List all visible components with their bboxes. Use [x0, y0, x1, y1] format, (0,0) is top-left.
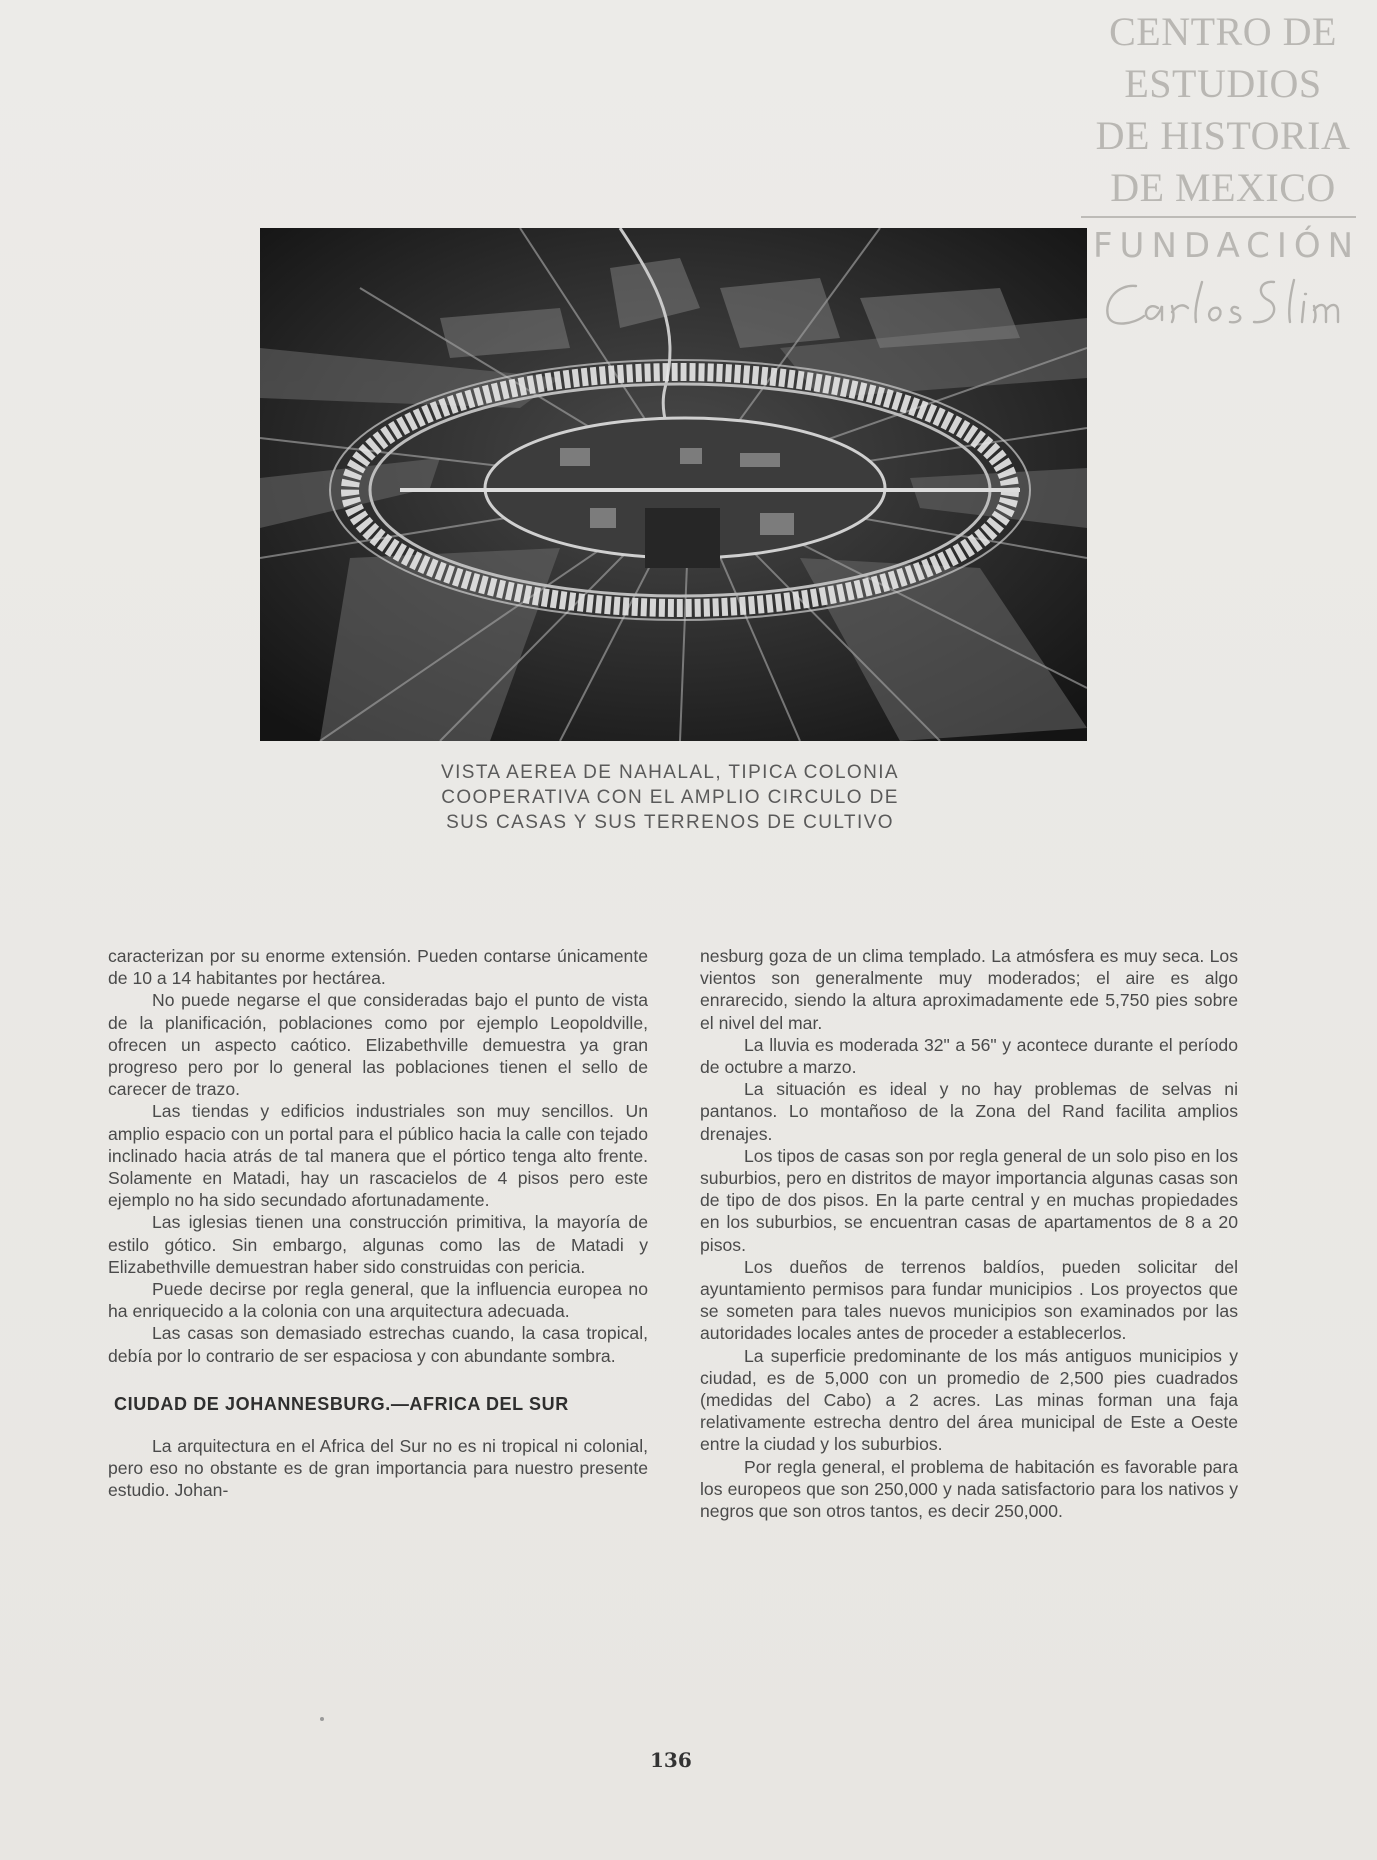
watermark-divider [1081, 216, 1356, 218]
watermark-line-2: ESTUDIOS [1124, 61, 1322, 106]
paragraph: Las tiendas y edificios industriales son muy sencillos. Un amplio espacio con un portal para el público hacia la calle con tejado inclinado hacia atrás de tal manera que el pórtico tenga alto frente. Solamente en Matadi, hay un rascacielos de 4 pisos pero este ejemplo no ha sido secundado afortunadamente. [108, 1101, 648, 1211]
watermark-fundacion: FUNDACIÓN [1093, 226, 1361, 266]
paragraph: La situación es ideal y no hay problemas de selvas ni pantanos. Lo montañoso de la Zona del Rand facilita amplios drenajes. [700, 1079, 1238, 1144]
aerial-photo-nahalal [260, 228, 1087, 741]
signature-logo [1093, 272, 1353, 337]
paragraph: No puede negarse el que consideradas bajo el punto de vista de la planificación, poblaciones como por ejemplo Leopoldville, ofrecen un aspecto caótico. Elizabethville demuestra ya gran progreso pero por lo general las poblaciones tienen el sello de carecer de trazo. [108, 990, 648, 1100]
paragraph: caracterizan por su enorme extensión. Pueden contarse únicamente de 10 a 14 habitantes por hectárea. [108, 946, 648, 989]
paragraph: Las casas son demasiado estrechas cuando, la casa tropical, debía por lo contrario de ser espaciosa y con abundante sombra. [108, 1323, 648, 1366]
page-number: 136 [650, 1748, 692, 1772]
caption-line-3: SUS CASAS Y SUS TERRENOS DE CULTIVO [446, 812, 894, 833]
watermark [1093, 6, 1361, 337]
caption-line-1: VISTA AEREA DE NAHALAL, TIPICA COLONIA [441, 762, 899, 783]
watermark-line-1: CENTRO DE [1109, 9, 1337, 54]
paragraph: Por regla general, el problema de habitación es favorable para los europeos que son 250,000 y nada satisfactorio para los nativos y negros que son otros tantos, es decir 250,000. [700, 1456, 1238, 1522]
print-speck [320, 1717, 324, 1721]
watermark-line-3: DE HISTORIA [1095, 113, 1351, 158]
watermark-line-4: DE MEXICO [1110, 165, 1336, 210]
paragraph: Puede decirse por regla general, que la influencia europea no ha enriquecido a la colonia con una arquitectura adecuada. [108, 1279, 648, 1322]
paragraph: La superficie predominante de los más antiguos municipios y ciudad, es de 5,000 con un promedio de 2,500 pies cuadrados (medidas del Cabo) a 2 acres. Las minas forman una faja relativamente estrecha dentro del área municipal de Este a Oeste entre la ciudad y los suburbios. [700, 1345, 1238, 1455]
section-heading: CIUDAD DE JOHANNESBURG.—AFRICA DEL SUR [114, 1393, 569, 1414]
right-column [700, 945, 1238, 1522]
photo-caption [330, 760, 1010, 835]
paragraph: nesburg goza de un clima templado. La atmósfera es muy seca. Los vientos son generalmente muy moderados; el aire es algo enrarecido, siendo la altura aproximadamente ede 5,750 pies sobre el nivel del mar. [700, 946, 1238, 1033]
paragraph: Las iglesias tienen una construcción primitiva, la mayoría de estilo gótico. Sin embargo, algunas como las de Matadi y Elizabethville demuestran haber sido construidas con pericia. [108, 1212, 648, 1277]
left-column [108, 945, 648, 1502]
paragraph: La lluvia es moderada 32" a 56" y acontece durante el período de octubre a marzo. [700, 1034, 1238, 1078]
caption-line-2: COOPERATIVA CON EL AMPLIO CIRCULO DE [441, 787, 899, 808]
paragraph: Los dueños de terrenos baldíos, pueden solicitar del ayuntamiento permisos para fundar municipios . Los proyectos que se someten para tales nuevos municipios son examinados por las autoridades locales antes de proceder a establecerlos. [700, 1256, 1238, 1344]
paragraph: Los tipos de casas son por regla general de un solo piso en los suburbios, pero en distritos de mayor importancia algunas casas son de tipo de dos pisos. En la parte central y en muchas propiedades en los suburbios, se encuentran casas de apartamentos de 8 a 20 pisos. [700, 1145, 1238, 1255]
paragraph: La arquitectura en el Africa del Sur no es ni tropical ni colonial, pero eso no obstante es de gran importancia para nuestro presente estudio. Johan- [108, 1436, 648, 1501]
